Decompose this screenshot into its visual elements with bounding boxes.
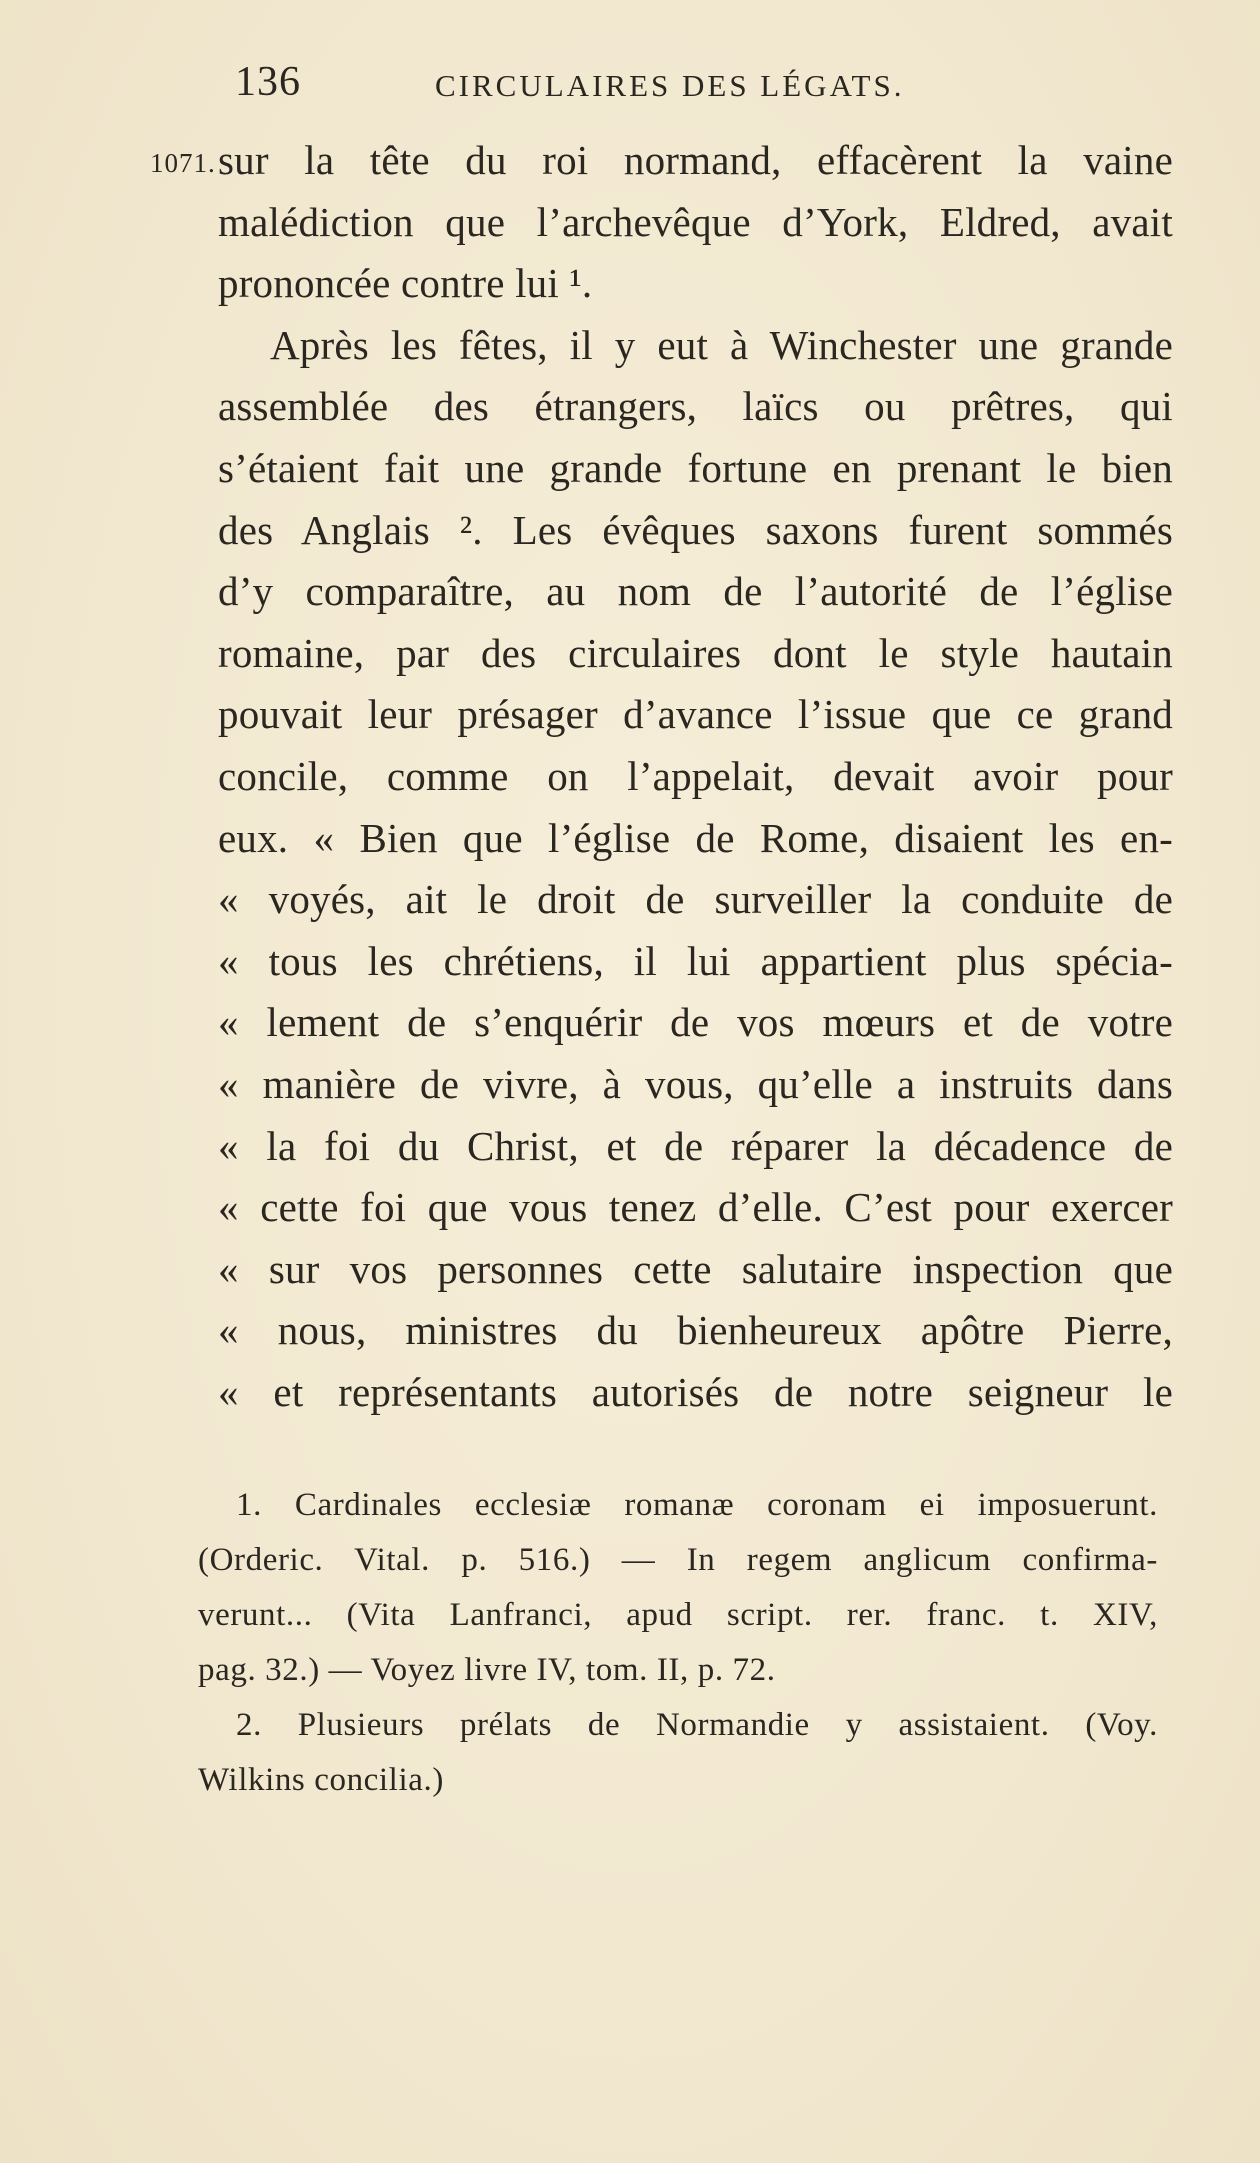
body-line: pouvait leur présager d’avance l’issue que ce grand	[218, 691, 1173, 738]
footnote-line: verunt... (Vita Lanfranci, apud script. rer. franc. t. XIV,	[198, 1597, 1158, 1633]
margin-year-note: 1071.	[150, 148, 216, 178]
body-line: prononcée contre lui ¹.	[218, 260, 593, 307]
body-line: des Anglais ². Les évêques saxons furent sommés	[218, 506, 1173, 553]
body-line: concile, comme on l’appelait, devait avoir pour	[218, 752, 1173, 799]
footnote-line: Wilkins concilia.)	[198, 1762, 444, 1798]
running-head: CIRCULAIRES DES LÉGATS.	[435, 68, 905, 103]
body-text	[218, 130, 1173, 1423]
body-line: assemblée des étrangers, laïcs ou prêtres, qui	[218, 383, 1173, 430]
footnote-line: (Orderic. Vital. p. 516.) — In regem anglicum confirma-	[198, 1542, 1158, 1578]
body-line: « manière de vivre, à vous, qu’elle a instruits dans	[218, 1060, 1173, 1107]
body-line: « la foi du Christ, et de réparer la décadence de	[218, 1122, 1173, 1169]
body-line: « sur vos personnes cette salutaire inspection que	[218, 1245, 1173, 1292]
body-line: « et représentants autorisés de notre seigneur le	[218, 1368, 1173, 1415]
footnotes	[198, 1478, 1158, 1808]
body-line: Après les fêtes, il y eut à Winchester une grande	[270, 321, 1173, 368]
body-line: « cette foi que vous tenez d’elle. C’est pour exercer	[218, 1184, 1173, 1231]
body-line: « tous les chrétiens, il lui appartient plus spécia-	[218, 937, 1173, 984]
page-number: 136	[235, 59, 301, 105]
footnote-line: 1. Cardinales ecclesiæ romanæ coronam ei imposuerunt.	[236, 1487, 1158, 1523]
footnote-line: 2. Plusieurs prélats de Normandie y assistaient. (Voy.	[236, 1707, 1158, 1743]
body-line: eux. « Bien que l’église de Rome, disaient les en-	[218, 814, 1173, 861]
body-line: sur la tête du roi normand, effacèrent la vaine	[218, 137, 1173, 183]
body-line: « lement de s’enquérir de vos mœurs et de votre	[218, 999, 1173, 1046]
body-line: malédiction que l’archevêque d’York, Eldred, avait	[218, 198, 1173, 245]
body-line: « nous, ministres du bienheureux apôtre Pierre,	[218, 1307, 1173, 1354]
body-line: s’étaient fait une grande fortune en prenant le bien	[218, 444, 1173, 491]
body-line: « voyés, ait le droit de surveiller la conduite de	[218, 876, 1173, 923]
page-header	[235, 58, 945, 118]
footnote-line: pag. 32.) — Voyez livre IV, tom. II, p. 72.	[198, 1652, 776, 1688]
body-line: romaine, par des circulaires dont le style hautain	[218, 629, 1173, 676]
body-line: d’y comparaître, au nom de l’autorité de l’église	[218, 568, 1173, 615]
